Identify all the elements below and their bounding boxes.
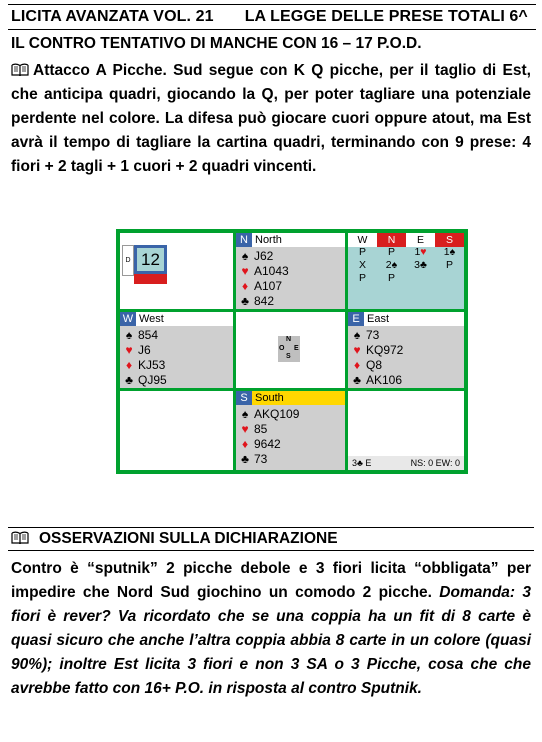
north-seat-tag: N bbox=[236, 233, 252, 247]
auction-header-n: N bbox=[377, 233, 406, 247]
section-title: OSSERVAZIONI SULLA DICHIARAZIONE bbox=[39, 530, 338, 547]
west-seat-tag: W bbox=[120, 312, 136, 326]
page-header bbox=[11, 8, 528, 26]
auction-bid bbox=[435, 246, 464, 259]
book-icon bbox=[11, 63, 29, 76]
bid-suit-icon: ♠ bbox=[449, 246, 456, 258]
compass-e: E bbox=[294, 345, 299, 352]
spade-icon: ♠ bbox=[241, 407, 249, 421]
board-info-cell bbox=[120, 233, 233, 309]
intro-text: Attacco A Picche. Sud segue con K Q picche, per il taglio di Est, che anticipa quadri, giocando la Q, per poter tagliare una potenziale perdente nel colore. La difesa può giocare cuori oppure atout, ma Est avrà il tempo di tagliare la cartina quadri, terminando con 9 prese: 4 fiori + 2 tagli + 1 cuori + 2 quadri vincenti. bbox=[11, 62, 531, 175]
observations-italic: Domanda: 3 fiori è rever? Va ricordato che se una coppia ha un fit di 8 carte è quasi sicuro che anche l’altra coppia abbia 8 carte in un colore (quasi 90%); inoltre Est licita 3 fiori e non 3 SA o 3 Picche, cosa che che avrebbe fatto con 16+ P.O. in risposta al contro Sputnik. bbox=[11, 584, 532, 697]
north-diamonds: A107 bbox=[254, 279, 283, 293]
bid-level: 1 bbox=[443, 246, 450, 258]
result-cell bbox=[348, 391, 464, 470]
spade-icon: ♠ bbox=[125, 328, 133, 342]
header-right: LA LEGGE DELLE PRESE TOTALI 6^ bbox=[244, 8, 528, 25]
auction-header-s: S bbox=[435, 233, 464, 247]
auction-bid bbox=[406, 246, 435, 259]
heart-icon: ♥ bbox=[241, 422, 249, 436]
club-icon: ♣ bbox=[125, 373, 133, 387]
observations-header bbox=[8, 527, 534, 551]
diamond-icon: ♦ bbox=[353, 358, 361, 372]
south-seat-tag: S bbox=[236, 391, 252, 405]
north-hearts: A1043 bbox=[254, 264, 289, 278]
auction-header-w: W bbox=[348, 233, 377, 247]
bid-suit-icon: ♣ bbox=[419, 259, 427, 271]
diamond-icon: ♦ bbox=[241, 279, 249, 293]
auction-bid: P bbox=[387, 272, 395, 284]
board-number: 12 bbox=[137, 248, 164, 271]
vulnerability-bar bbox=[134, 274, 167, 284]
bid-level: 3 bbox=[414, 259, 420, 271]
auction-bid: P bbox=[445, 259, 453, 271]
contract: 3♣ E bbox=[352, 458, 372, 468]
west-hand bbox=[120, 312, 233, 388]
auction-bid: P bbox=[387, 246, 395, 258]
south-hand bbox=[236, 391, 345, 470]
auction-box bbox=[348, 233, 464, 309]
header-rule bbox=[8, 29, 536, 30]
east-name: East bbox=[367, 313, 390, 325]
auction-bid bbox=[377, 259, 406, 272]
score: NS: 0 EW: 0 bbox=[410, 458, 460, 468]
result-footer bbox=[348, 456, 464, 470]
book-icon bbox=[11, 531, 29, 544]
heart-icon: ♥ bbox=[353, 343, 361, 357]
auction-bid: P bbox=[358, 272, 366, 284]
east-clubs: AK106 bbox=[366, 373, 403, 387]
south-clubs: 73 bbox=[254, 452, 268, 466]
west-hearts: J6 bbox=[138, 343, 151, 357]
auction-header-e: E bbox=[406, 233, 435, 247]
east-seat-tag: E bbox=[348, 312, 364, 326]
south-name: South bbox=[255, 392, 284, 404]
auction-bid bbox=[406, 272, 435, 285]
east-hearts: KQ972 bbox=[366, 343, 404, 357]
board-number-box bbox=[134, 245, 167, 274]
auction-row bbox=[348, 246, 464, 259]
north-name: North bbox=[255, 234, 282, 246]
auction-row bbox=[348, 259, 464, 272]
intro-paragraph bbox=[11, 59, 531, 179]
bid-suit-icon: ♥ bbox=[420, 246, 427, 258]
south-diamonds: 9642 bbox=[254, 437, 281, 451]
west-name: West bbox=[139, 313, 164, 325]
auction-bid: P bbox=[358, 246, 366, 258]
header-left: LICITA AVANZATA VOL. 21 bbox=[11, 8, 214, 25]
bid-level: 1 bbox=[414, 246, 421, 258]
east-spades: 73 bbox=[366, 328, 380, 342]
compass-cell bbox=[236, 312, 345, 388]
spade-icon: ♠ bbox=[241, 249, 249, 263]
south-hearts: 85 bbox=[254, 422, 268, 436]
compass-n: N bbox=[286, 336, 292, 343]
east-diamonds: Q8 bbox=[366, 358, 383, 372]
heart-icon: ♥ bbox=[125, 343, 133, 357]
north-spades: J62 bbox=[254, 249, 274, 263]
auction-table bbox=[348, 233, 464, 285]
north-hand bbox=[236, 233, 345, 309]
auction-bid bbox=[406, 259, 435, 272]
diamond-icon: ♦ bbox=[125, 358, 133, 372]
heart-icon: ♥ bbox=[241, 264, 249, 278]
club-icon: ♣ bbox=[241, 452, 249, 466]
auction-row bbox=[348, 272, 464, 285]
subtitle: IL CONTRO TENTATIVO DI MANCHE CON 16 – 17 P.O.D. bbox=[11, 35, 422, 52]
top-rule bbox=[8, 4, 536, 5]
club-icon: ♣ bbox=[241, 294, 249, 308]
empty-cell bbox=[120, 391, 233, 470]
bid-suit-icon: ♠ bbox=[391, 259, 398, 271]
north-clubs: 842 bbox=[254, 294, 275, 308]
auction-bid bbox=[435, 272, 464, 285]
compass-s: S bbox=[286, 353, 291, 360]
west-clubs: QJ95 bbox=[138, 373, 167, 387]
observations-paragraph bbox=[11, 557, 531, 701]
dealer-tag: D bbox=[122, 245, 134, 276]
south-spades: AKQ109 bbox=[254, 407, 300, 421]
diamond-icon: ♦ bbox=[241, 437, 249, 451]
bridge-diagram bbox=[116, 229, 468, 474]
bid-level: 2 bbox=[385, 259, 392, 271]
auction-bid: X bbox=[358, 259, 366, 271]
compass-o: O bbox=[279, 345, 285, 352]
compass bbox=[278, 336, 300, 362]
spade-icon: ♠ bbox=[353, 328, 361, 342]
club-icon: ♣ bbox=[353, 373, 361, 387]
east-hand bbox=[348, 312, 464, 388]
west-diamonds: KJ53 bbox=[138, 358, 166, 372]
west-spades: 854 bbox=[138, 328, 159, 342]
observations-normal: Contro è “sputnik” 2 picche debole e 3 fiori licita “obbligata” per impedire che Nord Sud giochino un comodo 2 picche. bbox=[11, 560, 531, 601]
